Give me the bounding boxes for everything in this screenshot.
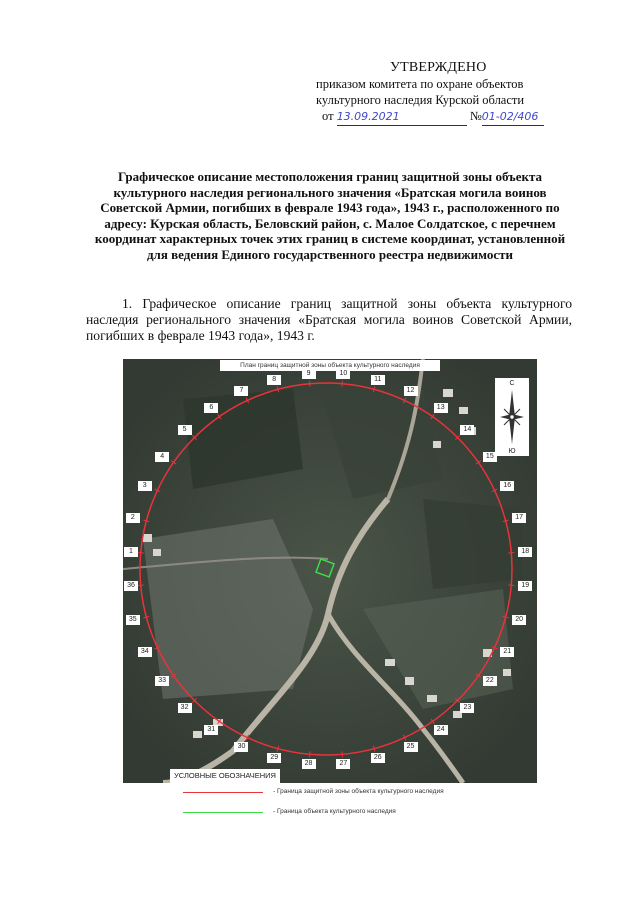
boundary-point-tick <box>508 585 514 586</box>
map-legend-title: УСЛОВНЫЕ ОБОЗНАЧЕНИЯ <box>170 769 280 783</box>
tree-patch <box>423 499 523 589</box>
compass-rose-icon <box>495 378 529 456</box>
boundary-point-tick <box>342 751 343 757</box>
approval-heading: УТВЕРЖДЕНО <box>390 60 487 75</box>
boundary-point-label: 4 <box>155 452 169 462</box>
boundary-point-label: 2 <box>126 513 140 523</box>
compass-north-label: С <box>509 380 515 387</box>
approval-date: 13.09.2021 <box>336 110 400 123</box>
approval-stamp <box>316 60 576 126</box>
legend-swatch-boundary <box>183 792 263 793</box>
boundary-point-label: 28 <box>302 759 316 769</box>
map-plan-title: План границ защитной зоны объекта культурного наследия <box>220 360 440 371</box>
approval-number: 01-02/406 <box>481 110 539 123</box>
boundary-point-label: 18 <box>518 547 532 557</box>
boundary-point-label: 17 <box>512 513 526 523</box>
legend-row-object <box>183 806 513 826</box>
boundary-point-label: 19 <box>518 581 532 591</box>
boundary-point-label: 1 <box>124 547 138 557</box>
boundary-point-tick <box>342 381 343 387</box>
boundary-point-label: 32 <box>178 703 192 713</box>
document-title: Графическое описание местоположения границ защитной зоны объекта культурного наследия регионального значения «Братская могила воинов Советской Армии, погибших в феврале 1943 года», 1943 г., расположенного по адресу: Курская область, Беловский район, с. Малое Солдатское, с перечнем координат характерных точек этих границ в системе координат, установленной для ведения Единого государственного реестра недвижимости <box>94 169 566 262</box>
boundary-point-tick <box>138 553 144 554</box>
boundary-point-label: 29 <box>267 753 281 763</box>
approval-number-label: № <box>469 109 482 123</box>
legend-swatch-object <box>183 812 263 813</box>
compass-south-label: Ю <box>508 448 516 455</box>
boundary-point-label: 16 <box>500 481 514 491</box>
boundary-point-label: 34 <box>138 647 152 657</box>
legend-label-object: - Граница объекта культурного наследия <box>273 808 396 815</box>
boundary-point-label: 12 <box>404 386 418 396</box>
boundary-point-label: 14 <box>460 425 474 435</box>
boundary-point-label: 27 <box>336 759 350 769</box>
zone-map <box>123 359 537 783</box>
boundary-point-label: 15 <box>483 452 497 462</box>
boundary-point-label: 23 <box>460 703 474 713</box>
boundary-point-label: 26 <box>371 753 385 763</box>
boundary-point-label: 21 <box>500 647 514 657</box>
boundary-point-label: 9 <box>302 369 316 379</box>
section-paragraph-text: 1. Графическое описание границ защитной зоны объекта культурного наследия регионального значения «Братская могила воинов Советской Армии, погибших в феврале 1943 года», 1943 г. <box>86 296 572 343</box>
boundary-point-tick <box>310 751 311 757</box>
legend-row-boundary <box>183 786 513 806</box>
approval-signature-line <box>316 108 576 126</box>
boundary-point-tick <box>138 585 144 586</box>
boundary-point-label: 5 <box>178 425 192 435</box>
boundary-point-label: 22 <box>483 676 497 686</box>
boundary-point-label: 24 <box>434 725 448 735</box>
boundary-point-label: 35 <box>126 615 140 625</box>
boundary-point-label: 6 <box>204 403 218 413</box>
boundary-point-label: 31 <box>204 725 218 735</box>
boundary-point-label: 11 <box>371 375 385 385</box>
approval-date-field <box>337 108 467 126</box>
boundary-point-label: 30 <box>234 742 248 752</box>
boundary-point-label: 8 <box>267 375 281 385</box>
boundary-point-tick <box>508 553 514 554</box>
approval-line-2: культурного наследия Курской области <box>316 93 525 107</box>
section-paragraph <box>86 296 572 344</box>
boundary-point-label: 3 <box>138 481 152 491</box>
boundary-point-label: 10 <box>336 369 350 379</box>
boundary-point-label: 20 <box>512 615 526 625</box>
legend <box>183 786 513 826</box>
compass <box>495 378 529 456</box>
boundary-point-label: 25 <box>404 742 418 752</box>
boundary-point-label: 13 <box>434 403 448 413</box>
boundary-point-label: 7 <box>234 386 248 396</box>
approval-line-1: приказом комитета по охране объектов <box>316 77 524 91</box>
legend-label-boundary: - Граница защитной зоны объекта культурного наследия <box>273 788 444 795</box>
boundary-point-label: 33 <box>155 676 169 686</box>
map-canvas <box>123 359 537 783</box>
boundary-point-tick <box>310 381 311 387</box>
approval-from-label: от <box>322 109 334 123</box>
boundary-point-label: 36 <box>124 581 138 591</box>
approval-number-field <box>482 108 544 126</box>
